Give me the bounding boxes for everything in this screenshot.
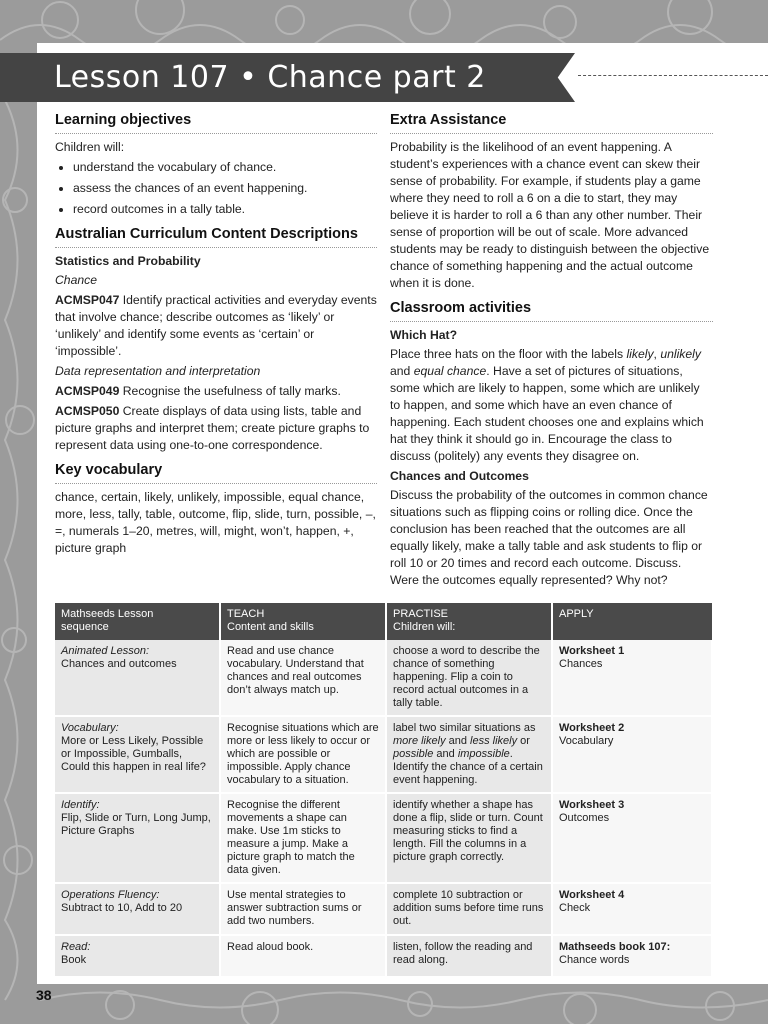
acmsp047-code: ACMSP047 bbox=[55, 293, 120, 307]
objectives-intro: Children will: bbox=[55, 140, 125, 154]
acmsp047-item bbox=[55, 292, 377, 360]
subheading-data: Data representation and interpretation bbox=[55, 364, 261, 378]
cell-apply bbox=[552, 640, 712, 716]
acmsp050-code: ACMSP050 bbox=[55, 404, 120, 418]
lesson-type: Animated Lesson: bbox=[61, 645, 150, 657]
which-hat-text bbox=[390, 346, 713, 465]
list-item: • understand the vocabulary of chance. bbox=[73, 159, 377, 176]
acmsp050-item bbox=[55, 403, 377, 454]
cell-lesson bbox=[55, 883, 220, 935]
lesson-title: Lesson 107 • Chance part 2 bbox=[54, 60, 486, 95]
table-row bbox=[55, 935, 712, 977]
text-run: less likely bbox=[470, 735, 518, 747]
apply-sub: Vocabulary bbox=[559, 735, 614, 747]
cell-teach: Read and use chance vocabulary. Understand that chances and real outcomes don’t always match up. bbox=[220, 640, 386, 716]
header-line: TEACH bbox=[227, 608, 265, 620]
cell-apply bbox=[552, 793, 712, 883]
cell-teach: Recognise situations which are more or less likely to occur or which are possible or impossible. Apply chance vocabulary to a situation. bbox=[220, 716, 386, 793]
text-run: unlikely bbox=[660, 347, 701, 361]
text-run: impossible bbox=[457, 748, 510, 760]
text-run: and bbox=[390, 364, 414, 378]
objectives-heading: Learning objectives bbox=[55, 112, 377, 134]
list-item: • record outcomes in a tally table. bbox=[73, 201, 377, 218]
left-column bbox=[55, 112, 377, 565]
lesson-name: Chances and outcomes bbox=[61, 658, 177, 670]
table-row bbox=[55, 640, 712, 716]
apply-title: Worksheet 2 bbox=[559, 722, 625, 734]
text-run: . Identify the chance of a certain event happening. bbox=[393, 748, 543, 786]
cell-teach: Read aloud book. bbox=[220, 935, 386, 977]
lesson-name: Book bbox=[61, 954, 87, 966]
vocab-text: chance, certain, likely, unlikely, impossible, equal chance, more, less, tally, table, outcome, flip, slide, turn, possible, –, =, numerals 1–20, metres, will, might, won’t, happen, +, picture graph bbox=[55, 490, 376, 555]
assist-text: Probability is the likelihood of an event happening. A student’s experiences with a chance event can skew their sense of probability. For example, if students play a game where they need to roll a 6 on a die to start, they may believe it is harder to roll a 6 than any other number. Their sense of proportion will be out of scale. More advanced students may be ready to distinguish between the objective chance of something happening and the actual outcome when it is done. bbox=[390, 140, 710, 290]
header-line: Content and skills bbox=[227, 621, 314, 633]
header-line: sequence bbox=[61, 621, 109, 633]
vocab-heading: Key vocabulary bbox=[55, 462, 377, 484]
header-apply bbox=[552, 603, 712, 640]
apply-sub: Check bbox=[559, 902, 591, 914]
apply-title: Worksheet 1 bbox=[559, 645, 625, 657]
apply-title: Worksheet 3 bbox=[559, 799, 625, 811]
header-line: APPLY bbox=[559, 608, 594, 620]
cell-apply bbox=[552, 883, 712, 935]
lesson-name: More or Less Likely, Possible or Impossible, Gumballs, Could this happen in real life? bbox=[61, 735, 206, 773]
text-run: or bbox=[517, 735, 530, 747]
cell-practise: complete 10 subtraction or addition sums before time runs out. bbox=[386, 883, 552, 935]
cell-practise bbox=[386, 716, 552, 793]
apply-title: Mathseeds book 107: bbox=[559, 941, 671, 953]
objectives-list bbox=[55, 159, 377, 218]
cell-teach: Use mental strategies to answer subtraction sums or add two numbers. bbox=[220, 883, 386, 935]
cell-teach: Recognise the different movements a shape can make. Use 1m sticks to measure a jump. Make a picture graph to match the data given. bbox=[220, 793, 386, 883]
table-row bbox=[55, 883, 712, 935]
page-number: 38 bbox=[36, 987, 52, 1003]
which-hat-heading: Which Hat? bbox=[390, 328, 458, 342]
cell-practise: identify whether a shape has done a flip, slide or turn. Count measuring sticks to find a length. Fill the columns in a picture graph correctly. bbox=[386, 793, 552, 883]
acmsp049-code: ACMSP049 bbox=[55, 384, 120, 398]
lesson-name: Subtract to 10, Add to 20 bbox=[61, 902, 183, 914]
text-run: and bbox=[433, 748, 458, 760]
chances-outcomes-text: Discuss the probability of the outcomes in common chance situations such as flipping coins or rolling dice. Once the conclusion has been reached that the outcomes are all equally likely, make a tally table and ask students to flip or roll 10 or 20 times and record each outcome. Discuss. Were the outcomes equally represented? Why not? bbox=[390, 488, 708, 587]
cell-apply bbox=[552, 935, 712, 977]
cell-lesson bbox=[55, 793, 220, 883]
text-run: possible bbox=[393, 748, 434, 760]
header-line: Children will: bbox=[393, 621, 456, 633]
lesson-type: Read: bbox=[61, 941, 91, 953]
cell-lesson bbox=[55, 935, 220, 977]
cell-lesson bbox=[55, 640, 220, 716]
header-teach bbox=[220, 603, 386, 640]
cell-lesson bbox=[55, 716, 220, 793]
header-lesson-sequence bbox=[55, 603, 220, 640]
cell-apply bbox=[552, 716, 712, 793]
table-row bbox=[55, 716, 712, 793]
text-run: equal chance bbox=[413, 364, 487, 378]
text-run: . Have a set of pictures of situations, some which are likely to happen, some which are unlikely to happen, and some which have an even chance of happening. Each student chooses one and explains which hat they think it should go in. Encourage the class to discuss (politely) any events they disagree on. bbox=[390, 364, 704, 463]
apply-sub: Chances bbox=[559, 658, 603, 670]
lesson-type: Operations Fluency: bbox=[61, 889, 160, 901]
text-run: label two similar situations as bbox=[393, 722, 536, 734]
apply-title: Worksheet 4 bbox=[559, 889, 625, 901]
learning-objectives-section bbox=[55, 112, 377, 218]
curriculum-section bbox=[55, 226, 377, 454]
text-run: likely bbox=[626, 347, 654, 361]
header-line: Mathseeds Lesson bbox=[61, 608, 154, 620]
table-row bbox=[55, 793, 712, 883]
text-run: , bbox=[653, 347, 661, 361]
lesson-type: Vocabulary: bbox=[61, 722, 119, 734]
lesson-sequence-table bbox=[55, 603, 713, 978]
acmsp047-text: Identify practical activities and everyday events that involve chance; describe outcomes as ‘likely’ or ‘unlikely’ and identify some events as ‘certain’ or ‘impossible’. bbox=[55, 293, 377, 358]
strand-heading: Statistics and Probability bbox=[55, 254, 201, 268]
chances-outcomes-heading: Chances and Outcomes bbox=[390, 469, 529, 483]
acmsp049-item bbox=[55, 383, 377, 400]
text-run: and bbox=[445, 735, 471, 747]
text-run: more likely bbox=[393, 735, 446, 747]
lesson-name: Flip, Slide or Turn, Long Jump, Picture Graphs bbox=[61, 812, 211, 837]
acmsp049-text: Recognise the usefulness of tally marks. bbox=[122, 384, 341, 398]
lesson-type: Identify: bbox=[61, 799, 100, 811]
assist-heading: Extra Assistance bbox=[390, 112, 713, 134]
apply-sub: Outcomes bbox=[559, 812, 610, 824]
cell-practise: choose a word to describe the chance of something happening. Flip a coin to record actual outcomes in a tally table. bbox=[386, 640, 552, 716]
extra-assistance-section bbox=[390, 112, 713, 292]
banner-dashed-line bbox=[578, 75, 768, 76]
right-column bbox=[390, 112, 713, 597]
table-header-row bbox=[55, 603, 712, 640]
activities-heading: Classroom activities bbox=[390, 300, 713, 322]
header-line: PRACTISE bbox=[393, 608, 449, 620]
acmsp050-text: Create displays of data using lists, table and picture graphs and interpret them; create picture graphs to represent data using one-to-one correspondence. bbox=[55, 404, 370, 452]
subheading-chance: Chance bbox=[55, 273, 98, 287]
classroom-activities-section bbox=[390, 300, 713, 589]
header-practise bbox=[386, 603, 552, 640]
vocabulary-section bbox=[55, 462, 377, 557]
list-item: • assess the chances of an event happening. bbox=[73, 180, 377, 197]
curriculum-heading: Australian Curriculum Content Descriptions bbox=[55, 226, 377, 248]
text-run: Place three hats on the floor with the labels bbox=[390, 347, 627, 361]
cell-practise: listen, follow the reading and read along. bbox=[386, 935, 552, 977]
apply-sub: Chance words bbox=[559, 954, 630, 966]
